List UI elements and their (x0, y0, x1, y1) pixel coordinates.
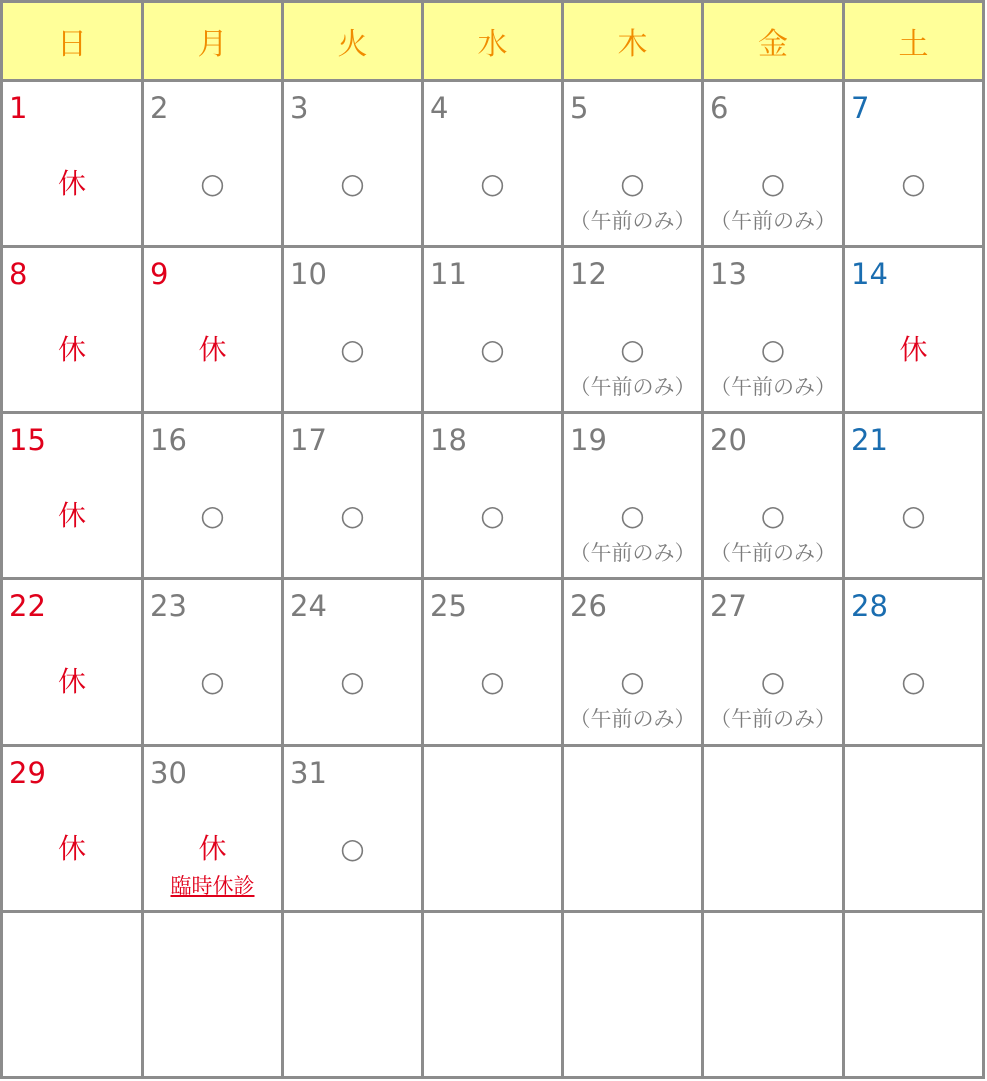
empty-day-cell (844, 911, 984, 1077)
day-cell[interactable] (423, 579, 563, 745)
day-number: 11 (430, 257, 467, 292)
day-number: 7 (851, 91, 870, 125)
day-cell[interactable] (423, 247, 563, 413)
open-status: ○ (340, 831, 365, 865)
open-status: ○ (480, 333, 505, 367)
day-number: 2 (150, 91, 169, 125)
week-row (2, 81, 984, 247)
day-number: 13 (710, 257, 747, 292)
open-status: ○ (340, 665, 365, 699)
open-status: ○ (620, 499, 645, 533)
empty-day-cell (2, 911, 143, 1077)
open-status: ○ (620, 333, 645, 367)
week-row (2, 247, 984, 413)
day-cell[interactable] (703, 579, 844, 745)
empty-day-cell (844, 745, 984, 911)
day-number: 20 (710, 423, 747, 458)
closed-status: 休 (57, 167, 86, 200)
week-row (2, 911, 984, 1077)
day-cell[interactable] (2, 413, 143, 579)
day-number: 9 (150, 257, 169, 292)
day-number: 12 (570, 257, 607, 292)
empty-day-cell (143, 911, 283, 1077)
weekday-wed: 水 (423, 2, 563, 81)
morning-only-note: （午前のみ） (569, 541, 696, 566)
day-cell[interactable] (703, 81, 844, 247)
day-number: 22 (9, 589, 46, 624)
day-cell[interactable] (844, 413, 984, 579)
weekday-sat: 土 (844, 2, 984, 81)
week-row (2, 745, 984, 911)
open-status: ○ (480, 665, 505, 699)
morning-only-note: （午前のみ） (569, 209, 696, 233)
day-number: 16 (150, 423, 187, 458)
closed-status: 休 (198, 333, 227, 367)
closed-status: 休 (198, 831, 227, 865)
day-number: 19 (570, 423, 607, 458)
day-cell[interactable] (423, 413, 563, 579)
open-status: ○ (760, 333, 786, 367)
week-row (2, 413, 984, 579)
day-cell[interactable] (143, 81, 283, 247)
day-number: 3 (290, 91, 309, 125)
weekday-fri: 金 (703, 2, 844, 81)
day-cell[interactable] (563, 413, 703, 579)
empty-day-cell (563, 911, 703, 1077)
day-number: 18 (430, 423, 467, 458)
open-status: ○ (620, 665, 645, 699)
closed-status: 休 (57, 665, 86, 699)
closed-status: 休 (57, 499, 86, 533)
open-status: ○ (200, 499, 225, 533)
closed-status: 休 (899, 333, 928, 367)
open-status: ○ (340, 333, 365, 367)
day-number: 8 (9, 257, 28, 292)
day-number: 17 (290, 423, 327, 458)
closed-status: 休 (57, 333, 86, 367)
day-number: 29 (9, 755, 46, 790)
weekday-row (2, 2, 984, 81)
morning-only-note: （午前のみ） (710, 707, 836, 732)
day-cell[interactable] (143, 247, 283, 413)
morning-only-note: （午前のみ） (710, 209, 836, 233)
week-row (2, 579, 984, 745)
day-number: 15 (9, 423, 46, 458)
day-cell[interactable] (2, 247, 143, 413)
open-status: ○ (200, 167, 225, 200)
calendar-header (2, 2, 984, 81)
day-number: 4 (430, 91, 449, 125)
weekday-thu: 木 (563, 2, 703, 81)
day-cell[interactable] (563, 81, 703, 247)
day-number: 1 (9, 91, 28, 125)
day-number: 27 (710, 589, 747, 624)
open-status: ○ (200, 665, 225, 699)
open-status: ○ (901, 665, 926, 699)
morning-only-note: （午前のみ） (569, 707, 696, 732)
weekday-tue: 火 (283, 2, 423, 81)
day-cell[interactable] (2, 81, 143, 247)
day-cell[interactable] (563, 247, 703, 413)
day-cell[interactable] (844, 579, 984, 745)
calendar-body (2, 81, 984, 1078)
empty-day-cell (423, 745, 563, 911)
day-number: 24 (290, 589, 327, 624)
open-status: ○ (480, 499, 505, 533)
day-cell[interactable] (2, 745, 143, 911)
day-cell[interactable] (143, 579, 283, 745)
day-number: 30 (150, 755, 187, 790)
empty-day-cell (283, 911, 423, 1077)
day-number: 31 (290, 755, 327, 790)
day-cell[interactable] (283, 579, 423, 745)
empty-day-cell (423, 911, 563, 1077)
day-cell[interactable] (2, 579, 143, 745)
day-cell[interactable] (844, 247, 984, 413)
day-cell[interactable] (283, 247, 423, 413)
open-status: ○ (340, 499, 365, 533)
day-number: 23 (150, 589, 187, 624)
day-number: 5 (570, 91, 589, 125)
empty-day-cell (563, 745, 703, 911)
day-number: 28 (851, 589, 888, 624)
day-number: 25 (430, 589, 467, 624)
day-number: 10 (290, 257, 327, 292)
open-status: ○ (760, 499, 786, 533)
closed-status: 休 (57, 831, 86, 865)
weekday-sun: 日 (2, 2, 143, 81)
day-cell[interactable] (283, 81, 423, 247)
morning-only-note: （午前のみ） (710, 541, 836, 566)
day-cell[interactable] (844, 81, 984, 247)
day-cell[interactable] (423, 81, 563, 247)
morning-only-note: （午前のみ） (569, 375, 696, 400)
day-cell[interactable] (703, 413, 844, 579)
day-number: 14 (851, 257, 888, 292)
open-status: ○ (480, 167, 505, 200)
open-status: ○ (901, 167, 926, 200)
day-cell[interactable] (563, 579, 703, 745)
empty-day-cell (703, 745, 844, 911)
open-status: ○ (760, 167, 786, 200)
weekday-mon: 月 (143, 2, 283, 81)
day-cell[interactable] (283, 745, 423, 911)
open-status: ○ (620, 167, 645, 200)
day-cell[interactable] (143, 745, 283, 911)
open-status: ○ (901, 499, 926, 533)
empty-day-cell (703, 911, 844, 1077)
day-number: 6 (710, 91, 729, 125)
open-status: ○ (340, 167, 365, 200)
morning-only-note: （午前のみ） (710, 375, 836, 400)
temporary-closure-link[interactable]: 臨時休診 (170, 873, 255, 898)
day-cell[interactable] (283, 413, 423, 579)
day-cell[interactable] (143, 413, 283, 579)
open-status: ○ (760, 665, 786, 699)
day-number: 21 (851, 423, 888, 458)
day-cell[interactable] (703, 247, 844, 413)
day-number: 26 (570, 589, 607, 624)
